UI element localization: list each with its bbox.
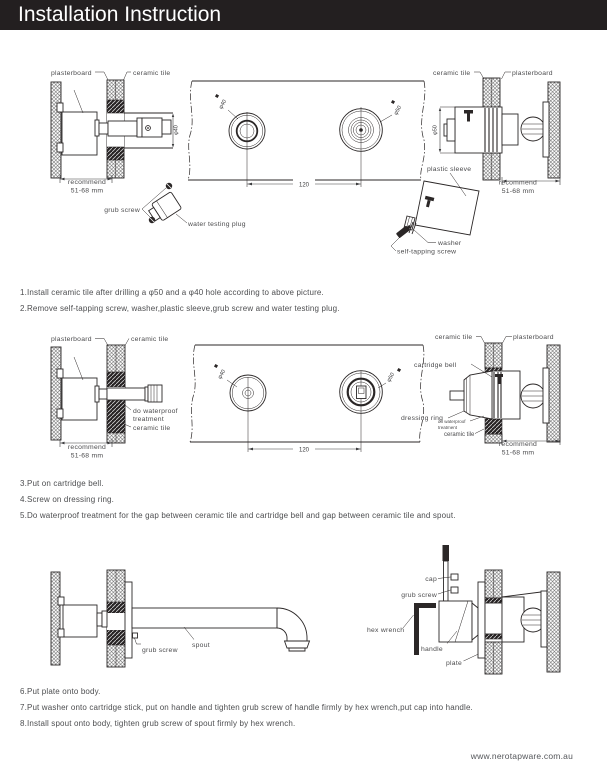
label-treatment: treatment <box>133 416 164 423</box>
label-recommend: recommend <box>67 179 107 186</box>
label-grub-screw: grub screw <box>142 647 178 654</box>
dim-120: 120 <box>298 447 310 454</box>
instructions-3-5 <box>20 479 456 526</box>
footer <box>471 751 573 761</box>
diagram-drilling-holes <box>0 55 607 260</box>
label-handle: handle <box>421 646 443 653</box>
label-plasterboard: plasterboard <box>512 70 553 77</box>
spout-assembly <box>51 570 310 667</box>
label-recommend: recommend <box>498 441 538 448</box>
label-do-waterproof-small: do waterproof <box>438 419 466 424</box>
wall-cross-section-right <box>401 334 560 457</box>
page-title: Installation Instruction <box>18 3 222 26</box>
dim-phi50-hole: φ50 <box>393 104 404 117</box>
label-do-waterproof: do waterproof <box>133 408 178 415</box>
label-ceramic-tile-gap: ceramic tile <box>444 432 475 438</box>
tile-panel-front-view <box>190 345 424 454</box>
plastic-sleeve-assembly <box>391 166 479 256</box>
diagram-spout-handle <box>0 540 607 680</box>
website-url: www.nerotapware.com.au <box>470 751 573 761</box>
label-recommend-range: 51-68 mm <box>501 449 535 457</box>
instruction-step-4: 4.Screw on dressing ring. <box>20 494 115 504</box>
label-ceramic-tile: ceramic tile <box>433 70 471 77</box>
wall-cross-section-left <box>51 336 178 460</box>
dim-phi50-hole: φ50 <box>386 371 397 384</box>
label-ceramic-tile-gap: ceramic tile <box>133 425 171 432</box>
handle-assembly <box>367 545 560 674</box>
label-recommend: recommend <box>498 179 538 187</box>
label-grub-screw: grub screw <box>401 592 437 599</box>
label-plasterboard: plasterboard <box>513 334 554 341</box>
instruction-step-2: 2.Remove self-tapping screw, washer,plastic sleeve,grub screw and water testing plug. <box>20 303 340 313</box>
dim-phi50-side: φ50 <box>432 125 439 135</box>
label-grub-screw: grub screw <box>104 207 140 214</box>
label-recommend-range: 51-68 mm <box>501 188 535 195</box>
label-recommend: recommend <box>67 444 107 451</box>
diagram-cartridge-bell <box>0 325 607 465</box>
label-plate: plate <box>446 660 462 667</box>
title-bar <box>0 0 607 30</box>
instruction-step-5: 5.Do waterproof treatment for the gap between ceramic tile and cartridge bell and gap between ceramic tile and spout. <box>20 510 456 520</box>
label-spout: spout <box>192 642 210 649</box>
instructions-6-8 <box>20 687 473 734</box>
instruction-step-7: 7.Put washer onto cartridge stick, put on handle and tighten grub screw of handle firmly by hex wrench,put cap into handle. <box>20 702 473 712</box>
label-water-testing-plug: water testing plug <box>188 221 246 228</box>
label-hex-wrench: hex wrench <box>367 627 405 634</box>
label-self-tapping-screw: self-tapping screw <box>397 248 457 256</box>
label-plastic-sleeve: plastic sleeve <box>427 166 472 173</box>
label-dressing-ring: dressing ring <box>401 415 444 422</box>
label-recommend-range: 51-68 mm <box>70 187 104 195</box>
wall-cross-section-right <box>433 70 561 195</box>
wall-cross-section-left <box>51 70 180 195</box>
instructions-1-2 <box>20 288 340 320</box>
label-treatment-small: treatment <box>438 425 458 430</box>
instruction-step-1: 1.Install ceramic tile after drilling a φ50 and a φ40 hole according to above picture. <box>20 288 324 297</box>
label-washer: washer <box>438 240 462 247</box>
tile-panel-front-view <box>188 81 425 189</box>
label-cartridge-bell: cartridge bell <box>414 362 457 369</box>
label-cap: cap <box>425 576 437 583</box>
water-testing-plug-assembly <box>104 183 246 228</box>
label-recommend-range: 51-68 mm <box>70 452 104 460</box>
dim-phi40-side: φ40 <box>173 125 180 135</box>
dim-phi40-hole: φ40 <box>218 98 229 111</box>
dim-120: 120 <box>298 182 310 189</box>
label-ceramic-tile: ceramic tile <box>133 70 171 77</box>
instruction-step-3: 3.Put on cartridge bell. <box>20 479 104 488</box>
label-ceramic-tile: ceramic tile <box>435 334 473 341</box>
instruction-step-6: 6.Put plate onto body. <box>20 687 101 696</box>
instruction-step-8: 8.Install spout onto body, tighten grub screw of spout firmly by hex wrench. <box>20 718 296 728</box>
label-plasterboard: plasterboard <box>51 70 92 77</box>
label-ceramic-tile: ceramic tile <box>131 336 169 343</box>
dim-phi40-hole: φ40 <box>217 368 228 381</box>
label-plasterboard: plasterboard <box>51 336 92 343</box>
